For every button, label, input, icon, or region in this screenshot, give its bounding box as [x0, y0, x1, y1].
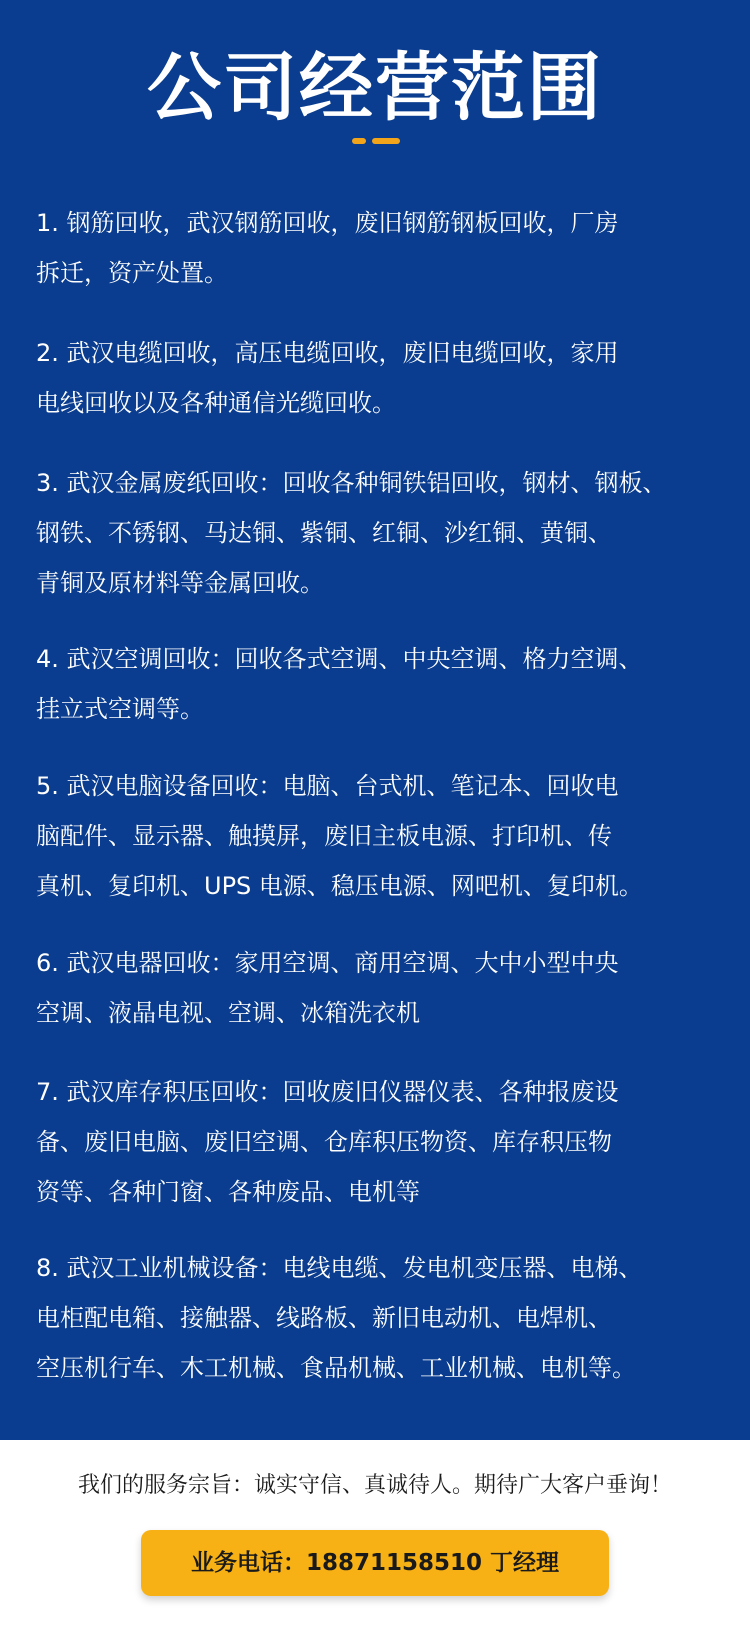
page-title: 公司经营范围 [147, 45, 603, 131]
scope-item-7-line-2: 备、废旧电脑、废旧空调、仓库积压物资、库存积压物 [36, 1128, 612, 1156]
scope-item-8 [36, 1243, 726, 1393]
scope-item-8-line-3: 空压机行车、木工机械、食品机械、工业机械、电机等。 [36, 1354, 636, 1382]
title-underline-short [352, 138, 366, 144]
scope-item-2-line-2: 电线回收以及各种通信光缆回收。 [36, 389, 396, 417]
scope-item-2-line-1: 2. 武汉电缆回收，高压电缆回收，废旧电缆回收，家用 [36, 339, 619, 367]
scope-item-1 [36, 198, 726, 298]
scope-item-4 [36, 634, 726, 734]
scope-item-3-line-3: 青铜及原材料等金属回收。 [36, 569, 324, 597]
scope-item-6 [36, 938, 726, 1038]
title-underline-long [372, 138, 400, 144]
call-phone-button[interactable]: 业务电话：18871158510 丁经理 [141, 1530, 609, 1596]
scope-item-7 [36, 1067, 726, 1217]
scope-item-3-line-1: 3. 武汉金属废纸回收：回收各种铜铁铝回收，钢材、钢板、 [36, 469, 667, 497]
scope-item-1-line-2: 拆迁，资产处置。 [36, 259, 228, 287]
scope-item-5-line-1: 5. 武汉电脑设备回收：电脑、台式机、笔记本、回收电 [36, 772, 619, 800]
scope-item-5 [36, 761, 726, 911]
scope-item-8-line-1: 8. 武汉工业机械设备：电线电缆、发电机变压器、电梯、 [36, 1254, 643, 1282]
scope-item-7-line-3: 资等、各种门窗、各种废品、电机等 [36, 1178, 420, 1206]
scope-item-2 [36, 328, 726, 428]
scope-item-4-line-2: 挂立式空调等。 [36, 695, 204, 723]
scope-item-6-line-1: 6. 武汉电器回收：家用空调、商用空调、大中小型中央 [36, 949, 619, 977]
scope-item-3 [36, 458, 726, 608]
scope-item-6-line-2: 空调、液晶电视、空调、冰箱洗衣机 [36, 999, 420, 1027]
scope-item-3-line-2: 钢铁、不锈钢、马达铜、紫铜、红铜、沙红铜、黄铜、 [36, 519, 612, 547]
scope-item-5-line-2: 脑配件、显示器、触摸屏，废旧主板电源、打印机、传 [36, 822, 612, 850]
scope-item-8-line-2: 电柜配电箱、接触器、线路板、新旧电动机、电焊机、 [36, 1304, 612, 1332]
service-slogan: 我们的服务宗旨：诚实守信、真诚待人。期待广大客户垂询！ [77, 1473, 672, 1498]
scope-item-1-line-1: 1. 钢筋回收，武汉钢筋回收，废旧钢筋钢板回收，厂房 [36, 209, 619, 237]
scope-item-4-line-1: 4. 武汉空调回收：回收各式空调、中央空调、格力空调、 [36, 645, 643, 673]
scope-item-5-line-3: 真机、复印机、UPS 电源、稳压电源、网吧机、复印机。 [36, 872, 643, 900]
scope-item-7-line-1: 7. 武汉库存积压回收：回收废旧仪器仪表、各种报废设 [36, 1078, 619, 1106]
